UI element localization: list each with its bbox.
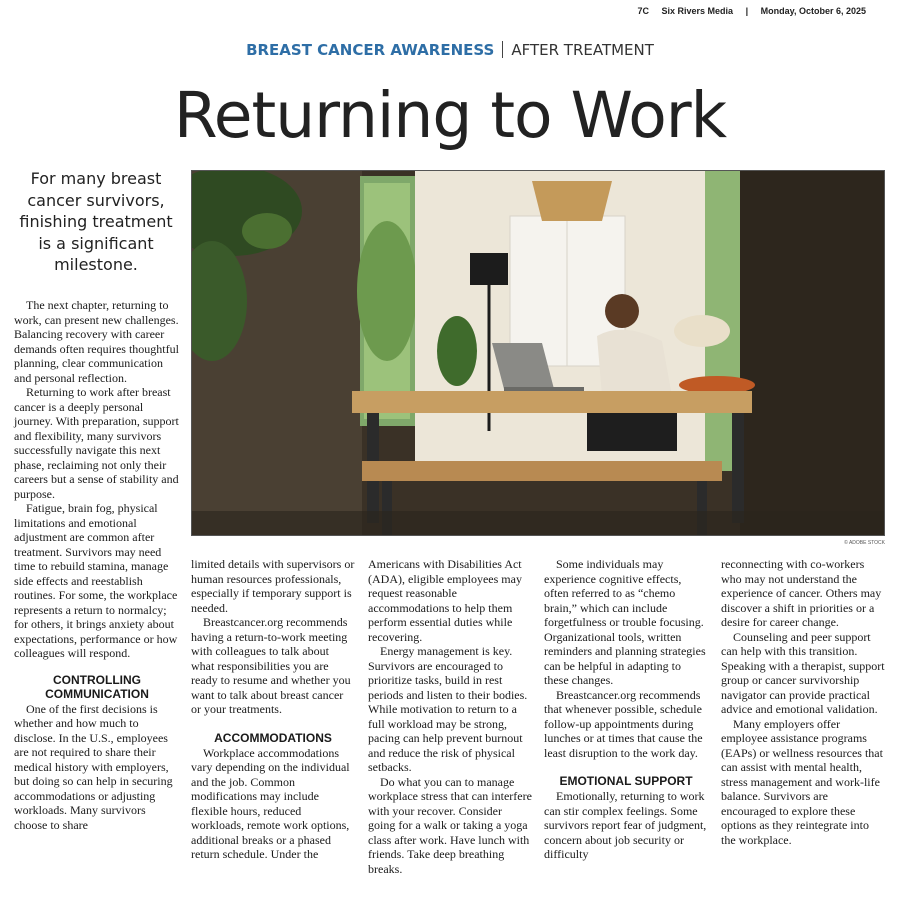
article-photo (191, 170, 885, 536)
subsection-label: AFTER TREATMENT (511, 41, 654, 59)
paragraph: Counseling and peer support can help with this transition. Speaking with a therapist, support group or cancer survivorship navigator can provide practical advice and emotional validation. (721, 629, 885, 716)
paragraph: Some individuals may experience cognitive effects, often referred to as “chemo brain,” which can include forgetfulness or trouble focusing. Organizational tools, written reminders and planning strategies can be helpful in adapting to these changes. (544, 557, 706, 687)
subheading-emotional-support: EMOTIONAL SUPPORT (559, 774, 693, 788)
deck-text: For many breast cancer survivors, finishing treatment is a significant milestone. (19, 169, 173, 274)
kicker-divider (502, 41, 503, 58)
paragraph: Breastcancer.org recommends having a return-to-work meeting with colleagues to talk about what responsibilities you are ready to resume and whether you want to talk about breast cancer or your treatments. (191, 615, 351, 716)
publication-date: Monday, October 6, 2025 (760, 6, 866, 16)
subheading-controlling-communication: CONTROLLING COMMUNICATION (45, 672, 149, 701)
office-scene-illustration (192, 171, 885, 536)
section-kicker (0, 41, 900, 59)
paragraph: One of the first decisions is whether and how much to disclose. In the U.S., employees are not required to share their medical history with employers, but doing so can help in securing accommodations or adjusting workloads. Many survivors choose to share (14, 701, 173, 832)
paragraph: Fatigue, brain fog, physical limitations and emotional adjustment are common after treatment. Survivors may need time to rebuild stamina, manage side effects and reestablish routines. For some, the workplace represents a return to normalcy; for others, it brings anxiety about expectations, performance or how colleagues will respond. (14, 501, 178, 660)
paragraph: limited details with supervisors or human resources professionals, especially if temporary support is needed. (191, 557, 355, 615)
article-column-1 (14, 298, 180, 832)
paragraph: Emotionally, returning to work can stir complex feelings. Some survivors report fear of judgment, concern about job security or difficulty (544, 789, 707, 861)
paragraph: Many employers offer employee assistance programs (EAPs) or wellness resources that can assist with mental health, stress management and work-life balance. Survivors are encouraged to explore these options as they reintegrate into the workplace. (721, 716, 883, 847)
masthead (637, 6, 866, 16)
subheading-accommodations: ACCOMMODATIONS (214, 730, 332, 745)
paragraph: Do what you can to manage workplace stress that can interfere with your recover. Consider going for a walk or taking a yoga class after work. Have lunch with friends. Take deep breathing breaks. (368, 774, 532, 876)
masthead-separator: | (745, 6, 749, 16)
paragraph: Workplace accommodations vary depending on the individual and the job. Common modifications may include flexible hours, reduced workloads, remote work options, additional breaks or a phased return schedule. Under the (191, 745, 350, 861)
publication-name: Six Rivers Media (661, 6, 734, 16)
paragraph: reconnecting with co-workers who may not understand the experience of cancer. Others may discover a shift in priorities or a desire for career change. (721, 557, 882, 629)
page-number: 7C (637, 6, 649, 16)
paragraph: Returning to work after breast cancer is a deeply personal journey. With preparation, support and flexibility, many survivors successfully navigate this next phase, reclaiming not only their careers but a sense of stability and purpose. (14, 385, 179, 501)
paragraph: Breastcancer.org recommends that whenever possible, schedule follow-up appointments during lunches or at times that cause the least disruption to the work day. (544, 687, 703, 760)
article-column-4 (544, 557, 708, 862)
paragraph: Americans with Disabilities Act (ADA), eligible employees may request reasonable accommodations to help them perform essential duties while recovering. (368, 557, 522, 644)
section-label: BREAST CANCER AWARENESS (246, 41, 495, 59)
paragraph: Energy management is key. Survivors are encouraged to prioritize tasks, build in rest periods and listen to their bodies. While motivation to return to a full workload may be strong, pacing can help prevent burnout and reduce the risk of physical setbacks. (368, 644, 528, 774)
photo-credit: © ADOBE STOCK (844, 540, 885, 546)
paragraph: The next chapter, returning to work, can present new challenges. Balancing recovery with career demands often requires thoughtful planning, clear communication and personal reflection. (14, 298, 179, 385)
article-column-2 (191, 557, 355, 862)
headline: Returning to Work (173, 79, 727, 152)
article-column-5 (721, 557, 885, 847)
article-column-3 (368, 557, 532, 876)
